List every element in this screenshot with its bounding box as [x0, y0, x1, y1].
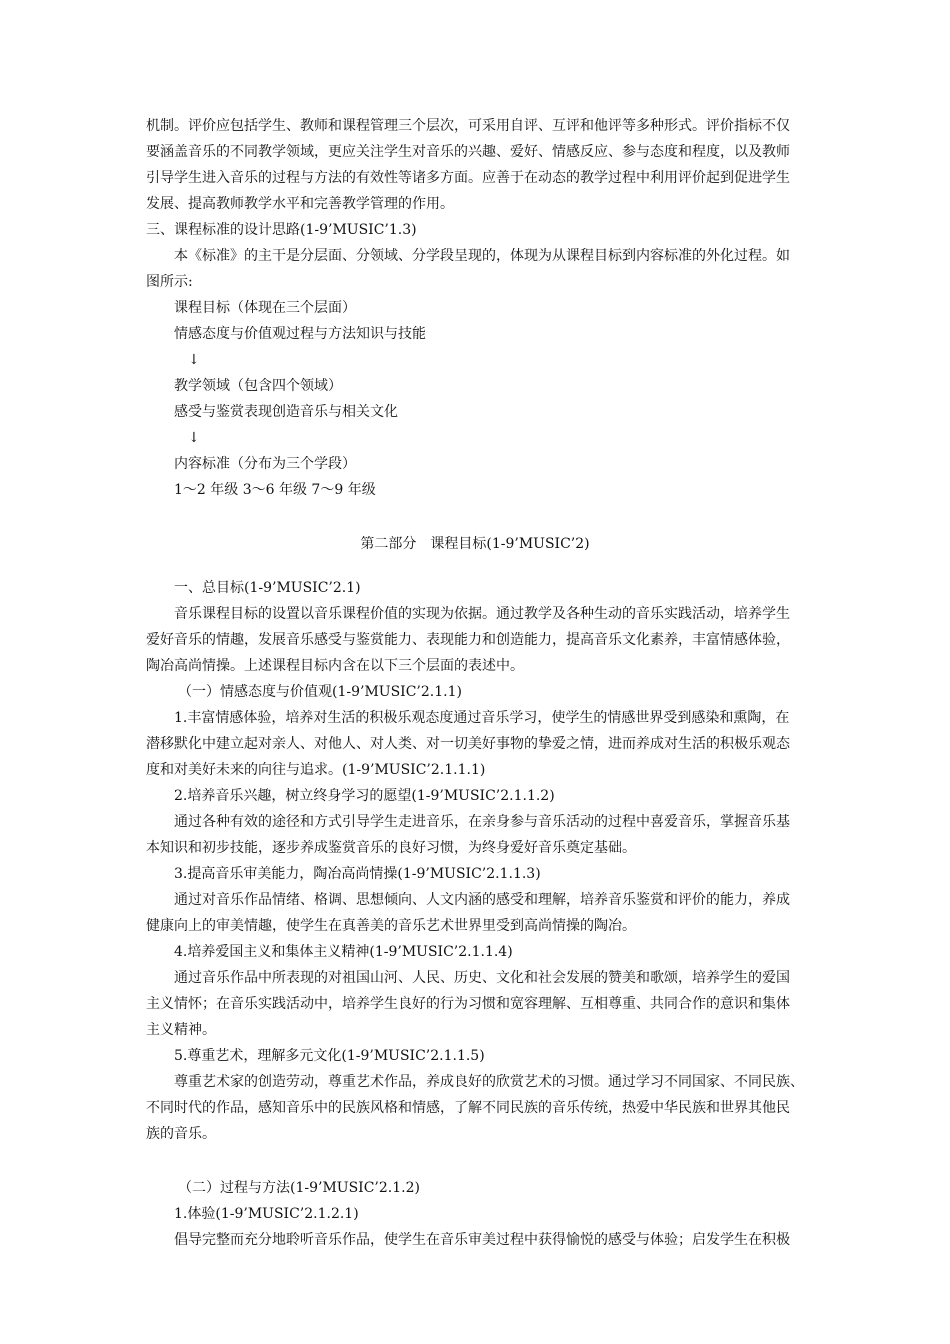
text-line: 图所示:: [146, 274, 193, 290]
text-line: 感受与鉴赏表现创造音乐与相关文化: [174, 404, 398, 420]
text-line: 本《标准》的主干是分层面、分领域、分学段呈现的，体现为从课程目标到内容标准的外化过程。如: [174, 248, 790, 264]
section-heading: 第二部分 课程目标(1-9’MUSIC’2): [360, 536, 590, 552]
text-line: 三、课程标准的设计思路(1-9’MUSIC’1.3): [146, 222, 417, 238]
text-line: 健康向上的审美情趣，使学生在真善美的音乐艺术世界里受到高尚情操的陶冶。: [146, 918, 636, 934]
text-line: 陶冶高尚情操。上述课程目标内含在以下三个层面的表述中。: [146, 658, 524, 674]
text-line: 机制。评价应包括学生、教师和课程管理三个层次，可采用自评、互评和他评等多种形式。评价指标不仅: [146, 118, 790, 134]
text-line: 尊重艺术家的创造劳动，尊重艺术作品，养成良好的欣赏艺术的习惯。通过学习不同国家、不同民族、: [174, 1074, 804, 1090]
down-arrow-icon: ↓: [188, 352, 200, 368]
text-line: 5.尊重艺术，理解多元文化(1-9’MUSIC’2.1.1.5): [174, 1048, 485, 1064]
text-line: 通过各种有效的途径和方式引导学生走进音乐，在亲身参与音乐活动的过程中喜爱音乐，掌握音乐基: [174, 814, 790, 830]
text-line: 2.培养音乐兴趣，树立终身学习的愿望(1-9’MUSIC’2.1.1.2): [174, 788, 555, 804]
text-line: 1.体验(1-9’MUSIC’2.1.2.1): [174, 1206, 359, 1222]
text-line: 3.提高音乐审美能力，陶冶高尚情操(1-9’MUSIC’2.1.1.3): [174, 866, 541, 882]
text-line: 情感态度与价值观过程与方法知识与技能: [174, 326, 426, 342]
text-line: 音乐课程目标的设置以音乐课程价值的实现为依据。通过教学及各种生动的音乐实践活动，培养学生: [174, 606, 790, 622]
text-line: （二）过程与方法(1-9’MUSIC’2.1.2): [178, 1180, 420, 1196]
text-line: 通过音乐作品中所表现的对祖国山河、人民、历史、文化和社会发展的赞美和歌颂，培养学生的爱国: [174, 970, 790, 986]
text-line: 教学领域（包含四个领域）: [174, 378, 342, 394]
text-line: 本知识和初步技能，逐步养成鉴赏音乐的良好习惯，为终身爱好音乐奠定基础。: [146, 840, 636, 856]
text-line: 潜移默化中建立起对亲人、对他人、对人类、对一切美好事物的挚爱之情，进而养成对生活的积极乐观态: [146, 736, 790, 752]
text-line: 爱好音乐的情趣，发展音乐感受与鉴赏能力、表现能力和创造能力，提高音乐文化素养，丰富情感体验，: [146, 632, 790, 648]
text-line: 内容标准（分布为三个学段）: [174, 456, 356, 472]
text-line: 1.丰富情感体验，培养对生活的积极乐观态度通过音乐学习，使学生的情感世界受到感染和熏陶，在: [174, 710, 790, 726]
text-line: 主义精神。: [146, 1022, 216, 1038]
text-line: 引导学生进入音乐的过程与方法的有效性等诸多方面。应善于在动态的教学过程中利用评价起到促进学生: [146, 170, 790, 186]
text-line: 一、总目标(1-9’MUSIC’2.1): [174, 580, 361, 596]
text-line: 课程目标（体现在三个层面）: [174, 300, 356, 316]
down-arrow-icon: ↓: [188, 430, 200, 446]
text-line: 族的音乐。: [146, 1126, 216, 1142]
text-line: 4.培养爱国主义和集体主义精神(1-9’MUSIC’2.1.1.4): [174, 944, 513, 960]
text-line: 倡导完整而充分地聆听音乐作品，使学生在音乐审美过程中获得愉悦的感受与体验；启发学生在积极: [174, 1232, 790, 1248]
text-line: 度和对美好未来的向往与追求。(1-9’MUSIC’2.1.1.1): [146, 762, 486, 778]
text-line: 1～2 年级 3～6 年级 7～9 年级: [174, 482, 376, 498]
text-line: 不同时代的作品，感知音乐中的民族风格和情感，了解不同民族的音乐传统，热爱中华民族和世界其他民: [146, 1100, 790, 1116]
text-line: （一）情感态度与价值观(1-9’MUSIC’2.1.1): [178, 684, 462, 700]
text-line: 通过对音乐作品情绪、格调、思想倾向、人文内涵的感受和理解，培养音乐鉴赏和评价的能力，养成: [174, 892, 790, 908]
text-line: 主义情怀；在音乐实践活动中，培养学生良好的行为习惯和宽容理解、互相尊重、共同合作的意识和集体: [146, 996, 790, 1012]
text-line: 要涵盖音乐的不同教学领域，更应关注学生对音乐的兴趣、爱好、情感反应、参与态度和程度，以及教师: [146, 144, 790, 160]
text-line: 发展、提高教师教学水平和完善教学管理的作用。: [146, 196, 454, 212]
